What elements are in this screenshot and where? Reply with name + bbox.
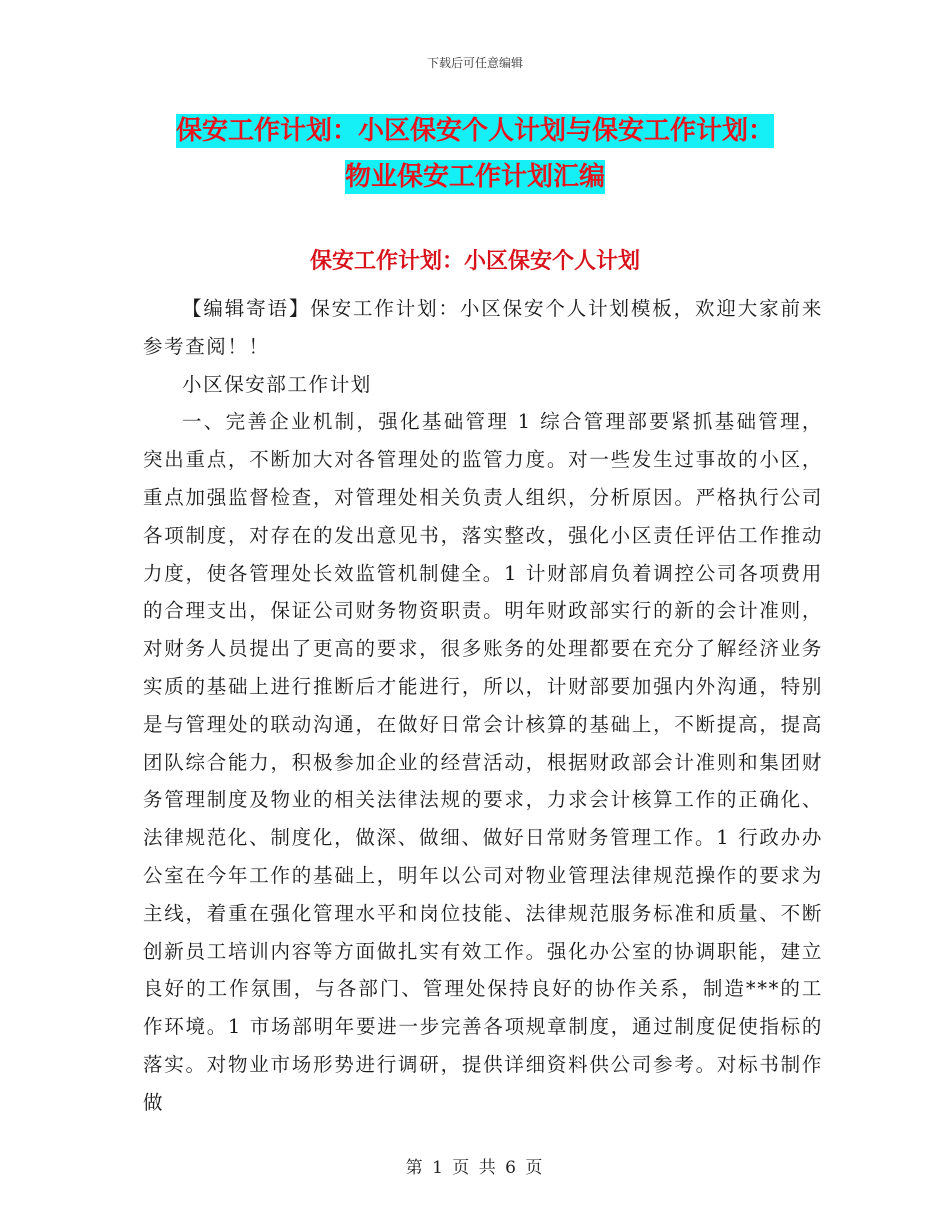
page-header-note: 下载后可任意编辑 bbox=[426, 56, 523, 70]
subheading-paragraph: 小区保安部工作计划 bbox=[182, 372, 372, 396]
document-title-line-1: 保安工作计划：小区保安个人计划与保安工作计划： bbox=[175, 116, 774, 146]
document-title-line-2: 物业保安工作计划汇编 bbox=[344, 162, 605, 192]
body-paragraph: 一、完善企业机制，强化基础管理 1 综合管理部要紧抓基础管理，突出重点，不断加大对各管理处的监管力度。对一些发生过事故的小区，重点加强监督检查，对管理处相关负责人组织，分析原因。严格执行公司各项制度，对存在的发出意见书，落实整改，强化小区责任评估工作推动力度，使各管理处长效监管机制健全。1 计财部肩负着调控公司各项费用的合理支出，保证公司财务物资职责。明年财政部实行的新的会计准则，对财务人员提出了更高的要求，很多账务的处理都要在充分了解经济业务实质的基础上进行推断后才能进行，所以，计财部要加强内外沟通，特别是与管理处的联动沟通，在做好日常会计核算的基础上，不断提高，提高团队综合能力，积极参加企业的经营活动，根据财政部会计准则和集团财务管理制度及物业的相关法律法规的要求，力求会计核算工作的正确化、法律规范化、制度化，做深、做细、做好日常财务管理工作。1 行政办办公室在今年工作的基础上，明年以公司对物业管理法律规范操作的要求为主线，着重在强化管理水平和岗位技能、法律规范服务标准和质量、不断创新员工培训内容等方面做扎实有效工作。强化办公室的协调职能，建立良好的工作氛围，与各部门、管理处保持良好的协作关系，制造***的工作环境。1 市场部明年要进一步完善各项规章制度，通过制度促使指标的落实。对物业市场形势进行调研，提供详细资料供公司参考。对标书制作做 bbox=[143, 410, 823, 1114]
editor-note-paragraph: 【编辑寄语】保安工作计划：小区保安个人计划模板，欢迎大家前来参考查阅！！ bbox=[143, 297, 823, 358]
document-title bbox=[0, 108, 950, 200]
page-number: 第 1 页 共 6 页 bbox=[405, 1158, 545, 1178]
document-body bbox=[143, 290, 823, 1122]
section-title: 保安工作计划：小区保安个人计划 bbox=[309, 248, 640, 274]
